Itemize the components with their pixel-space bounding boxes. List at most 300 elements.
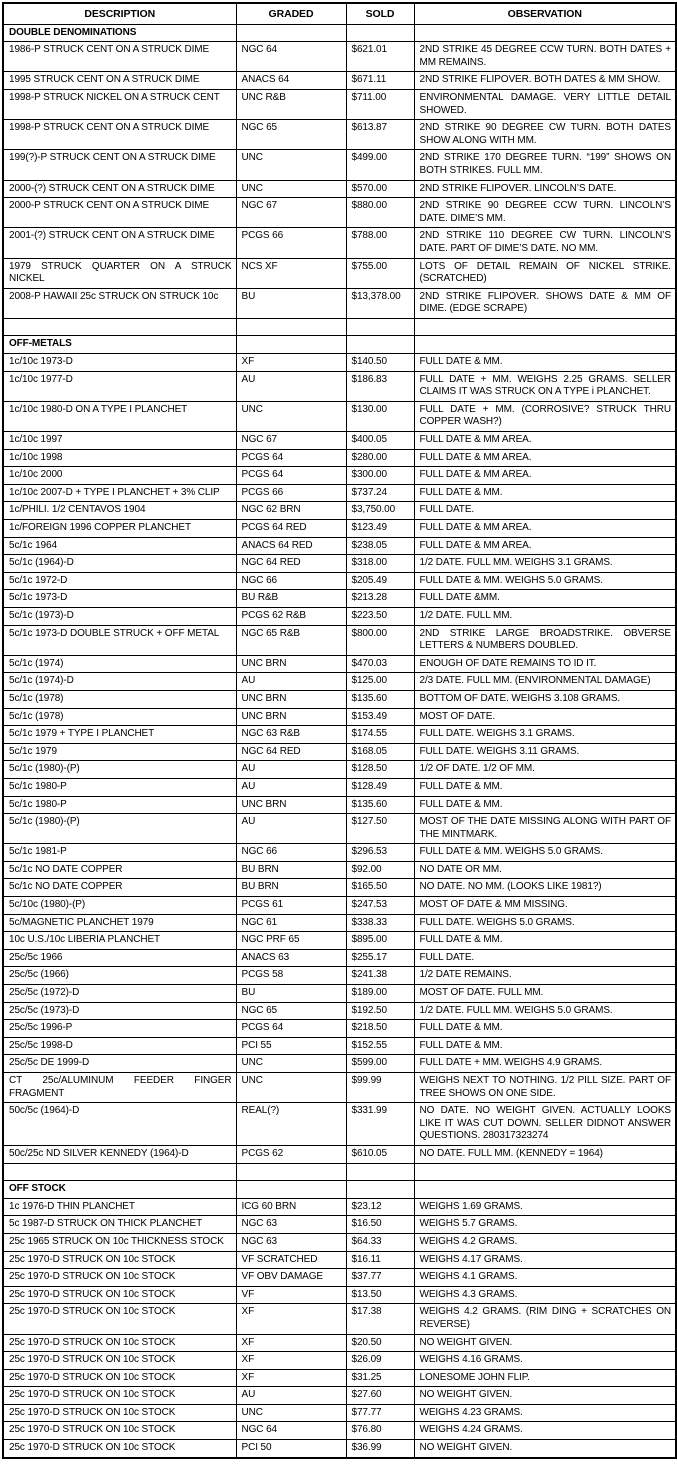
cell-description: 5c/1c 1973-D — [3, 590, 236, 608]
cell-sold: $255.17 — [346, 949, 414, 967]
cell-description: 25c 1970-D STRUCK ON 10c STOCK — [3, 1286, 236, 1304]
cell-graded: NGC 66 — [236, 572, 346, 590]
cell-observation — [414, 336, 676, 354]
cell-graded: BU BRN — [236, 861, 346, 879]
table-row — [3, 844, 676, 862]
cell-graded: UNC BRN — [236, 796, 346, 814]
cell-sold: $186.83 — [346, 371, 414, 401]
cell-description: 2001-(?) STRUCK CENT ON A STRUCK DIME — [3, 228, 236, 258]
cell-graded: UNC R&B — [236, 89, 346, 119]
cell-graded: NGC 62 BRN — [236, 502, 346, 520]
table-row — [3, 1233, 676, 1251]
cell-description: 5c/1c (1980)-(P) — [3, 761, 236, 779]
cell-observation: NO DATE. FULL MM. (KENNEDY = 1964) — [414, 1145, 676, 1163]
cell-observation: 2ND STRIKE 110 DEGREE CW TURN. LINCOLN’S DATE. PART OF DIME’S DATE. NO MM. — [414, 228, 676, 258]
table-row — [3, 354, 676, 372]
cell-description: 5c/1c 1980-P — [3, 796, 236, 814]
cell-graded: ANACS 63 — [236, 949, 346, 967]
cell-sold: $37.77 — [346, 1269, 414, 1287]
table-row — [3, 1037, 676, 1055]
table-row — [3, 914, 676, 932]
cell-graded: REAL(?) — [236, 1103, 346, 1146]
cell-sold: $135.60 — [346, 690, 414, 708]
cell-observation: 2ND STRIKE LARGE BROADSTRIKE. OBVERSE LETTERS & NUMBERS DOUBLED. — [414, 625, 676, 655]
cell-graded: PCGS 64 RED — [236, 520, 346, 538]
cell-description: 5c/1c NO DATE COPPER — [3, 879, 236, 897]
table-row — [3, 1216, 676, 1234]
column-header-graded: GRADED — [236, 3, 346, 24]
cell-sold: $36.99 — [346, 1440, 414, 1458]
cell-sold: $599.00 — [346, 1055, 414, 1073]
table-row — [3, 89, 676, 119]
cell-observation: 2/3 DATE. FULL MM. (ENVIRONMENTAL DAMAGE) — [414, 673, 676, 691]
cell-observation: WEIGHS 4.2 GRAMS. — [414, 1233, 676, 1251]
cell-graded: NGC 67 — [236, 198, 346, 228]
table-row — [3, 467, 676, 485]
column-header-observation: OBSERVATION — [414, 3, 676, 24]
table-row — [3, 258, 676, 288]
cell-graded: UNC — [236, 150, 346, 180]
cell-description: 25c 1970-D STRUCK ON 10c STOCK — [3, 1404, 236, 1422]
table-row — [3, 1404, 676, 1422]
cell-sold: $192.50 — [346, 1002, 414, 1020]
cell-description: 5c/1c NO DATE COPPER — [3, 861, 236, 879]
cell-graded: NGC 64 RED — [236, 555, 346, 573]
cell-observation — [414, 1181, 676, 1199]
cell-graded: ICG 60 BRN — [236, 1198, 346, 1216]
cell-observation — [414, 24, 676, 42]
table-row — [3, 401, 676, 431]
cell-sold: $20.50 — [346, 1334, 414, 1352]
cell-sold — [346, 24, 414, 42]
cell-graded — [236, 1181, 346, 1199]
table-row — [3, 150, 676, 180]
cell-description: 25c 1970-D STRUCK ON 10c STOCK — [3, 1334, 236, 1352]
cell-observation: 2ND STRIKE FLIPOVER. SHOWS DATE & MM OF DIME. (EDGE SCRAPE) — [414, 288, 676, 318]
cell-observation: FULL DATE + MM. WEIGHS 4.9 GRAMS. — [414, 1055, 676, 1073]
cell-graded: AU — [236, 814, 346, 844]
table-row — [3, 761, 676, 779]
coin-error-sales-table — [2, 2, 677, 1459]
cell-description: OFF-METALS — [3, 336, 236, 354]
cell-description: 1995 STRUCK CENT ON A STRUCK DIME — [3, 72, 236, 90]
table-row — [3, 1334, 676, 1352]
cell-sold: $621.01 — [346, 42, 414, 72]
cell-graded: XF — [236, 1369, 346, 1387]
cell-description: 5c/1c 1980-P — [3, 778, 236, 796]
cell-observation: WEIGHS 4.2 GRAMS. (RIM DING + SCRATCHES ON REVERSE) — [414, 1304, 676, 1334]
cell-observation: MOST OF DATE & MM MISSING. — [414, 897, 676, 915]
cell-sold: $338.33 — [346, 914, 414, 932]
cell-sold: $64.33 — [346, 1233, 414, 1251]
table-row — [3, 655, 676, 673]
table-row — [3, 371, 676, 401]
table-row — [3, 1251, 676, 1269]
cell-description: 1c/10c 1973-D — [3, 354, 236, 372]
cell-graded: UNC — [236, 1404, 346, 1422]
cell-observation: 2ND STRIKE 90 DEGREE CCW TURN. LINCOLN’S DATE. DIME’S MM. — [414, 198, 676, 228]
cell-observation: BOTTOM OF DATE. WEIGHS 3.108 GRAMS. — [414, 690, 676, 708]
cell-sold: $26.09 — [346, 1352, 414, 1370]
cell-sold: $152.55 — [346, 1037, 414, 1055]
cell-sold: $218.50 — [346, 1020, 414, 1038]
cell-description: 10c U.S./10c LIBERIA PLANCHET — [3, 932, 236, 950]
table-row — [3, 967, 676, 985]
cell-observation: 1/2 DATE. FULL MM. — [414, 607, 676, 625]
table-row — [3, 1369, 676, 1387]
table-row — [3, 1198, 676, 1216]
cell-sold: $400.05 — [346, 432, 414, 450]
cell-graded: UNC — [236, 1055, 346, 1073]
cell-sold: $613.87 — [346, 120, 414, 150]
table-row — [3, 228, 676, 258]
cell-description: DOUBLE DENOMINATIONS — [3, 24, 236, 42]
cell-observation: FULL DATE & MM AREA. — [414, 467, 676, 485]
cell-description: OFF STOCK — [3, 1181, 236, 1199]
cell-description: 25c/5c (1972)-D — [3, 985, 236, 1003]
cell-graded: NGC PRF 65 — [236, 932, 346, 950]
cell-observation: WEIGHS NEXT TO NOTHING. 1/2 PILL SIZE. PART OF TREE SHOWS ON ONE SIDE. — [414, 1073, 676, 1103]
table-row — [3, 607, 676, 625]
table-row — [3, 1422, 676, 1440]
cell-graded: PCGS 62 — [236, 1145, 346, 1163]
cell-description: 199(?)-P STRUCK CENT ON A STRUCK DIME — [3, 150, 236, 180]
cell-observation: FULL DATE & MM. WEIGHS 5.0 GRAMS. — [414, 572, 676, 590]
table-row — [3, 120, 676, 150]
cell-graded: AU — [236, 673, 346, 691]
table-row — [3, 1286, 676, 1304]
cell-sold: $31.25 — [346, 1369, 414, 1387]
cell-graded: BU BRN — [236, 879, 346, 897]
cell-graded — [236, 1163, 346, 1181]
section-row — [3, 336, 676, 354]
cell-observation: 2ND STRIKE 45 DEGREE CCW TURN. BOTH DATES + MM REMAINS. — [414, 42, 676, 72]
table-row — [3, 432, 676, 450]
cell-graded: NGC 67 — [236, 432, 346, 450]
cell-graded: PCGS 58 — [236, 967, 346, 985]
cell-description: 1998-P STRUCK NICKEL ON A STRUCK CENT — [3, 89, 236, 119]
cell-sold: $213.28 — [346, 590, 414, 608]
table-row — [3, 537, 676, 555]
table-row — [3, 1387, 676, 1405]
cell-observation: FULL DATE. — [414, 502, 676, 520]
cell-description: 1c/PHILI. 1/2 CENTAVOS 1904 — [3, 502, 236, 520]
cell-description: 1979 STRUCK QUARTER ON A STRUCK NICKEL — [3, 258, 236, 288]
cell-graded: PCGS 66 — [236, 228, 346, 258]
cell-observation: FULL DATE &MM. — [414, 590, 676, 608]
cell-description: 25c 1970-D STRUCK ON 10c STOCK — [3, 1440, 236, 1458]
cell-graded: PCGS 66 — [236, 484, 346, 502]
cell-sold: $17.38 — [346, 1304, 414, 1334]
cell-graded: VF OBV DAMAGE — [236, 1269, 346, 1287]
cell-sold: $16.50 — [346, 1216, 414, 1234]
table-row — [3, 708, 676, 726]
cell-observation: FULL DATE. — [414, 949, 676, 967]
cell-observation: FULL DATE & MM. — [414, 1037, 676, 1055]
cell-sold: $671.11 — [346, 72, 414, 90]
cell-sold: $318.00 — [346, 555, 414, 573]
table-row — [3, 690, 676, 708]
cell-sold: $788.00 — [346, 228, 414, 258]
cell-graded: NGC 61 — [236, 914, 346, 932]
cell-observation: NO DATE. NO WEIGHT GIVEN. ACTUALLY LOOKS LIKE IT WAS CUT DOWN. SELLER DIDNOT ANSWER QUESTIONS. 280317323274 — [414, 1103, 676, 1146]
cell-sold: $125.00 — [346, 673, 414, 691]
cell-sold: $470.03 — [346, 655, 414, 673]
cell-graded — [236, 24, 346, 42]
cell-graded: NGC 64 — [236, 42, 346, 72]
table-row — [3, 861, 676, 879]
table-row — [3, 484, 676, 502]
table-row — [3, 42, 676, 72]
cell-graded: VF SCRATCHED — [236, 1251, 346, 1269]
cell-observation: FULL DATE & MM AREA. — [414, 520, 676, 538]
cell-graded: XF — [236, 1352, 346, 1370]
cell-sold: $331.99 — [346, 1103, 414, 1146]
column-header-description: DESCRIPTION — [3, 3, 236, 24]
cell-description: 1c/10c 2007-D + TYPE I PLANCHET + 3% CLIP — [3, 484, 236, 502]
cell-observation: FULL DATE + MM. WEIGHS 2.25 GRAMS. SELLER CLAIMS IT WAS STRUCK ON A TYPE i PLANCHET. — [414, 371, 676, 401]
cell-observation: LOTS OF DETAIL REMAIN OF NICKEL STRIKE. (SCRATCHED) — [414, 258, 676, 288]
cell-graded: XF — [236, 1334, 346, 1352]
cell-observation: NO WEIGHT GIVEN. — [414, 1440, 676, 1458]
table-header — [3, 3, 676, 24]
cell-description: 5c/1c 1979 + TYPE I PLANCHET — [3, 726, 236, 744]
cell-description: 1986-P STRUCK CENT ON A STRUCK DIME — [3, 42, 236, 72]
cell-description: 5c/10c (1980)-(P) — [3, 897, 236, 915]
cell-observation: WEIGHS 4.16 GRAMS. — [414, 1352, 676, 1370]
table-row — [3, 673, 676, 691]
cell-observation: MOST OF DATE. — [414, 708, 676, 726]
cell-graded: VF — [236, 1286, 346, 1304]
cell-sold: $895.00 — [346, 932, 414, 950]
cell-description: 5c/1c (1964)-D — [3, 555, 236, 573]
cell-description: CT 25c/ALUMINUM FEEDER FINGER FRAGMENT — [3, 1073, 236, 1103]
cell-description: 5c/1c 1981-P — [3, 844, 236, 862]
cell-observation: FULL DATE & MM AREA. — [414, 449, 676, 467]
cell-description: 2000-(?) STRUCK CENT ON A STRUCK DIME — [3, 180, 236, 198]
cell-sold: $16.11 — [346, 1251, 414, 1269]
table-row — [3, 1269, 676, 1287]
cell-graded: NGC 66 — [236, 844, 346, 862]
cell-observation: ENVIRONMENTAL DAMAGE. VERY LITTLE DETAIL SHOWED. — [414, 89, 676, 119]
table-row — [3, 625, 676, 655]
cell-observation: 2ND STRIKE 90 DEGREE CW TURN. BOTH DATES SHOW ALONG WITH MM. — [414, 120, 676, 150]
table-row — [3, 1073, 676, 1103]
cell-sold: $296.53 — [346, 844, 414, 862]
blank-row — [3, 318, 676, 336]
cell-sold: $223.50 — [346, 607, 414, 625]
cell-sold: $128.50 — [346, 761, 414, 779]
table-row — [3, 1304, 676, 1334]
cell-description: 25c 1970-D STRUCK ON 10c STOCK — [3, 1352, 236, 1370]
cell-sold: $247.53 — [346, 897, 414, 915]
cell-sold: $127.50 — [346, 814, 414, 844]
cell-description: 25c/5c DE 1999-D — [3, 1055, 236, 1073]
cell-graded: AU — [236, 371, 346, 401]
cell-graded: NGC 63 R&B — [236, 726, 346, 744]
cell-graded: PCGS 64 — [236, 449, 346, 467]
cell-graded: UNC BRN — [236, 655, 346, 673]
cell-description: 5c/1c 1973-D DOUBLE STRUCK + OFF METAL — [3, 625, 236, 655]
table-row — [3, 198, 676, 228]
cell-observation: FULL DATE & MM. — [414, 1020, 676, 1038]
cell-graded: NCS XF — [236, 258, 346, 288]
cell-description: 1c/FOREIGN 1996 COPPER PLANCHET — [3, 520, 236, 538]
header-row — [3, 3, 676, 24]
cell-graded: XF — [236, 1304, 346, 1334]
cell-sold: $238.05 — [346, 537, 414, 555]
table-row — [3, 726, 676, 744]
cell-observation: FULL DATE & MM. — [414, 354, 676, 372]
cell-observation: ENOUGH OF DATE REMAINS TO ID IT. — [414, 655, 676, 673]
cell-observation: FULL DATE & MM AREA. — [414, 537, 676, 555]
cell-graded: ANACS 64 RED — [236, 537, 346, 555]
cell-observation: 1/2 DATE. FULL MM. WEIGHS 5.0 GRAMS. — [414, 1002, 676, 1020]
cell-observation: FULL DATE. WEIGHS 5.0 GRAMS. — [414, 914, 676, 932]
cell-graded: NGC 63 — [236, 1233, 346, 1251]
table-row — [3, 949, 676, 967]
cell-description: 5c/1c 1964 — [3, 537, 236, 555]
cell-observation: WEIGHS 4.3 GRAMS. — [414, 1286, 676, 1304]
cell-description: 1c/10c 1997 — [3, 432, 236, 450]
cell-graded: NGC 65 — [236, 120, 346, 150]
cell-description: 1c/10c 2000 — [3, 467, 236, 485]
cell-observation: FULL DATE & MM. — [414, 796, 676, 814]
cell-observation: FULL DATE. WEIGHS 3.1 GRAMS. — [414, 726, 676, 744]
cell-description: 5c/1c (1980)-(P) — [3, 814, 236, 844]
table-row — [3, 778, 676, 796]
cell-description: 5c/1c (1974)-D — [3, 673, 236, 691]
cell-observation: NO WEIGHT GIVEN. — [414, 1334, 676, 1352]
cell-graded: PCI 50 — [236, 1440, 346, 1458]
table-row — [3, 502, 676, 520]
cell-description: 1c/10c 1977-D — [3, 371, 236, 401]
cell-sold: $92.00 — [346, 861, 414, 879]
cell-observation: FULL DATE & MM AREA. — [414, 432, 676, 450]
cell-sold: $570.00 — [346, 180, 414, 198]
cell-description: 5c 1987-D STRUCK ON THICK PLANCHET — [3, 1216, 236, 1234]
cell-graded: AU — [236, 761, 346, 779]
cell-observation: WEIGHS 4.17 GRAMS. — [414, 1251, 676, 1269]
section-row — [3, 1181, 676, 1199]
cell-sold: $153.49 — [346, 708, 414, 726]
table-row — [3, 590, 676, 608]
blank-row — [3, 1163, 676, 1181]
cell-sold: $13.50 — [346, 1286, 414, 1304]
table-row — [3, 449, 676, 467]
cell-description — [3, 318, 236, 336]
cell-graded: AU — [236, 1387, 346, 1405]
cell-sold: $13,378.00 — [346, 288, 414, 318]
table-row — [3, 1002, 676, 1020]
cell-sold: $499.00 — [346, 150, 414, 180]
cell-graded: PCGS 64 — [236, 467, 346, 485]
cell-sold: $205.49 — [346, 572, 414, 590]
cell-sold: $135.60 — [346, 796, 414, 814]
table-row — [3, 1055, 676, 1073]
cell-observation: 1/2 DATE REMAINS. — [414, 967, 676, 985]
cell-sold: $130.00 — [346, 401, 414, 431]
cell-graded: NGC 64 RED — [236, 743, 346, 761]
cell-graded: UNC BRN — [236, 690, 346, 708]
cell-graded: PCGS 62 R&B — [236, 607, 346, 625]
table-row — [3, 1352, 676, 1370]
cell-observation: 2ND STRIKE FLIPOVER. BOTH DATES & MM SHOW. — [414, 72, 676, 90]
table-row — [3, 555, 676, 573]
cell-observation: 2ND STRIKE FLIPOVER. LINCOLN’S DATE. — [414, 180, 676, 198]
cell-observation — [414, 318, 676, 336]
cell-graded: UNC — [236, 401, 346, 431]
cell-observation: MOST OF THE DATE MISSING ALONG WITH PART OF THE MINTMARK. — [414, 814, 676, 844]
cell-description: 5c/1c (1978) — [3, 690, 236, 708]
cell-sold: $76.80 — [346, 1422, 414, 1440]
table-row — [3, 1020, 676, 1038]
table-row — [3, 288, 676, 318]
cell-description: 50c/5c (1964)-D — [3, 1103, 236, 1146]
cell-observation: NO DATE. NO MM. (LOOKS LIKE 1981?) — [414, 879, 676, 897]
cell-sold: $711.00 — [346, 89, 414, 119]
cell-observation: WEIGHS 4.24 GRAMS. — [414, 1422, 676, 1440]
cell-observation: FULL DATE & MM. — [414, 932, 676, 950]
cell-description: 25c 1970-D STRUCK ON 10c STOCK — [3, 1422, 236, 1440]
cell-graded: NGC 64 — [236, 1422, 346, 1440]
table-body — [3, 24, 676, 1458]
cell-description: 25c 1970-D STRUCK ON 10c STOCK — [3, 1369, 236, 1387]
cell-sold: $27.60 — [346, 1387, 414, 1405]
cell-sold: $23.12 — [346, 1198, 414, 1216]
cell-graded: PCGS 61 — [236, 897, 346, 915]
cell-description: 5c/MAGNETIC PLANCHET 1979 — [3, 914, 236, 932]
cell-observation — [414, 1163, 676, 1181]
cell-description: 25c/5c 1998-D — [3, 1037, 236, 1055]
cell-observation: WEIGHS 4.23 GRAMS. — [414, 1404, 676, 1422]
cell-graded — [236, 336, 346, 354]
cell-description: 25c/5c 1966 — [3, 949, 236, 967]
cell-graded: BU — [236, 985, 346, 1003]
table-row — [3, 879, 676, 897]
cell-graded: UNC BRN — [236, 708, 346, 726]
cell-observation: FULL DATE & MM. WEIGHS 5.0 GRAMS. — [414, 844, 676, 862]
cell-description: 1c/10c 1980-D ON A TYPE I PLANCHET — [3, 401, 236, 431]
cell-description: 2000-P STRUCK CENT ON A STRUCK DIME — [3, 198, 236, 228]
cell-sold: $99.99 — [346, 1073, 414, 1103]
cell-description — [3, 1163, 236, 1181]
cell-sold: $3,750.00 — [346, 502, 414, 520]
table-row — [3, 1440, 676, 1458]
cell-sold: $77.77 — [346, 1404, 414, 1422]
cell-observation: FULL DATE. WEIGHS 3.11 GRAMS. — [414, 743, 676, 761]
cell-graded: PCGS 64 — [236, 1020, 346, 1038]
cell-observation: FULL DATE & MM. — [414, 484, 676, 502]
cell-graded: NGC 65 R&B — [236, 625, 346, 655]
cell-description: 25c 1965 STRUCK ON 10c THICKNESS STOCK — [3, 1233, 236, 1251]
cell-sold: $300.00 — [346, 467, 414, 485]
cell-observation: MOST OF DATE. FULL MM. — [414, 985, 676, 1003]
cell-description: 5c/1c (1973)-D — [3, 607, 236, 625]
cell-description: 1c 1976-D THIN PLANCHET — [3, 1198, 236, 1216]
table-row — [3, 814, 676, 844]
cell-sold: $241.38 — [346, 967, 414, 985]
cell-observation: 2ND STRIKE 170 DEGREE TURN. “199” SHOWS ON BOTH STRIKES. FULL MM. — [414, 150, 676, 180]
cell-description: 25c/5c (1966) — [3, 967, 236, 985]
cell-graded: BU R&B — [236, 590, 346, 608]
cell-sold: $128.49 — [346, 778, 414, 796]
cell-sold: $737.24 — [346, 484, 414, 502]
cell-observation: LONESOME JOHN FLIP. — [414, 1369, 676, 1387]
cell-graded: AU — [236, 778, 346, 796]
cell-sold: $140.50 — [346, 354, 414, 372]
cell-observation: NO DATE OR MM. — [414, 861, 676, 879]
